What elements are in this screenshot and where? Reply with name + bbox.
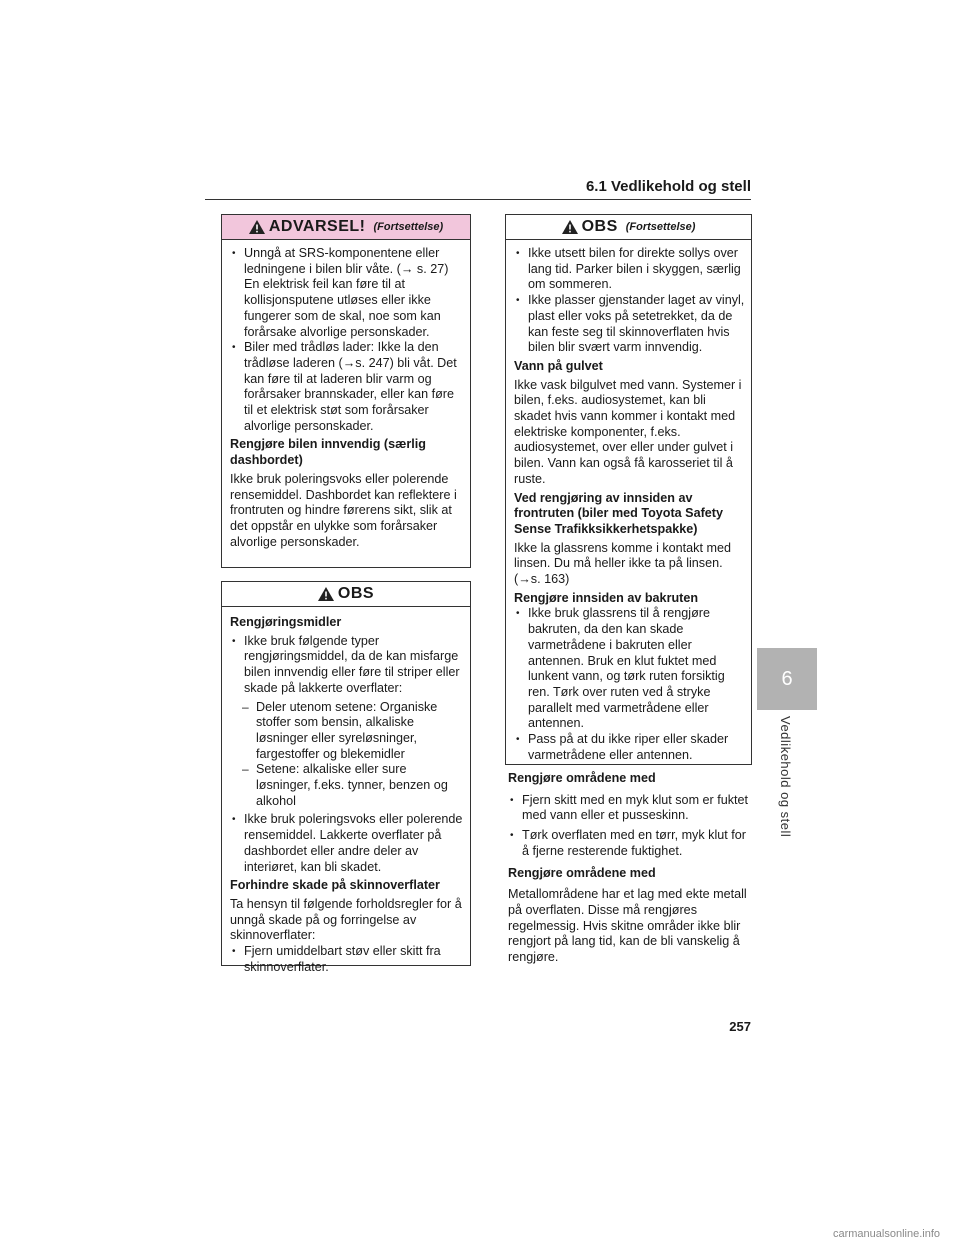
obs-left-heading: Rengjøringsmidler	[230, 615, 342, 629]
warning-triangle-icon	[249, 220, 265, 234]
warning-content	[222, 240, 470, 559]
obs-left-bullet: • Fjern umiddelbart støv eller skitt fra skinnoverflater.	[230, 944, 464, 975]
obs-left-heading: Forhindre skade på skinnoverflater	[230, 878, 440, 893]
warning-paragraph: Ikke bruk poleringsvoks eller polerende rensemiddel. Dashbordet kan reflektere i frontruten og hindre førerens sikt, slik at det oppstår en ulykke som forårsaker alvorlige personskader.	[230, 471, 457, 549]
obs-title: OBS	[337, 585, 375, 602]
obs-right-bullet: • Ikke utsett bilen for direkte sollys over lang tid. Parker bilen i skyggen, særlig om sommeren.	[514, 246, 745, 293]
obs-right-paragraph: Ikke vask bilgulvet med vann. Systemer i bilen, f.eks. audiosystemet, kan bli skadet hvis vann kommer i kontakt med elektriske komponenter, f.eks. audiosystemet, over eller under gulvet i bilen. Vann kan også få karosseriet til å ruste.	[514, 377, 742, 486]
chapter-label: Vedlikehold og stell	[778, 716, 793, 838]
obs-box-right	[505, 214, 752, 765]
obs-right-heading: Vann på gulvet	[514, 358, 603, 373]
obs-left-dash-item: – Deler utenom setene: Organiske stoffer som bensin, alkaliske løsninger eller syreløsninger, fargestoffer og blekemidler	[230, 700, 464, 763]
warning-bullet: • Unngå at SRS-komponentene eller ledningene i bilen blir våte. (→ s. 27) En elektrisk feil kan føre til at kollisjonsputene utløses eller ikke fungerer som de skal, noe som kan forårsake alvorlige personskader.	[230, 246, 464, 340]
warning-bullet: • Biler med trådløs lader: Ikke la den trådløse laderen (→s. 247) bli våt. Det kan føre til at laderen blir varm og forårsaker brannskader, eller kan føre til et elektrisk støt som forårsaker alvorlige personskader.	[230, 340, 464, 434]
obs-box-right-header	[506, 215, 751, 240]
obs-right-bullet: • Ikke bruk glassrens til å rengjøre bakruten, da den kan skade varmetrådene i bakruten eller antennen. Bruk en klut fuktet med lunkent vann, og tørk ruten forsiktig ren. Tørk over ruten ved å stryke parallelt med varmetrådene eller antennen.	[514, 606, 745, 732]
obs-right-paragraph: Ikke la glassrens komme i kontakt med linsen. Du må heller ikke ta på linsen. (→s. 163)	[514, 540, 731, 587]
obs-right-heading: Ved rengjøring av innsiden av frontruten (biler med Toyota Safety Sense Trafikksikkerhetspakke)	[514, 490, 723, 536]
warning-box	[221, 214, 471, 568]
right-body	[508, 771, 750, 972]
obs-right-content	[506, 240, 751, 773]
body-paragraph: Metallområdene har et lag med ekte metall på overflaten. Disse må rengjøres regelmessig. Hvis skitne områder ikke blir rengjort på lang tid, kan de bli vanskelig å rengjøre.	[508, 887, 747, 965]
obs-box-left-header	[222, 582, 470, 607]
warning-triangle-icon	[318, 587, 334, 601]
header-rule	[205, 199, 751, 200]
chapter-tab[interactable]	[757, 648, 817, 710]
obs-box-left	[221, 581, 471, 974]
warning-heading: Rengjøre bilen innvendig (særlig dashbordet)	[230, 437, 426, 468]
obs-left-content	[222, 607, 470, 984]
obs-left-paragraph: Ta hensyn til følgende forholdsregler for å unngå skade på og forringelse av skinnoverflater:	[230, 896, 462, 943]
obs-left-dash-item: – Setene: alkaliske eller sure løsninger, f.eks. tynner, benzen og alkohol	[230, 762, 464, 809]
chapter-number: 6	[781, 667, 793, 690]
obs-right-bullet: • Pass på at du ikke riper eller skader varmetrådene eller antennen.	[514, 732, 745, 763]
section-header: 6.1 Vedlikehold og stell	[585, 178, 751, 195]
footer-watermark: carmanualsonline.info	[832, 1228, 940, 1240]
warning-box-header	[222, 215, 470, 240]
obs-continued: (Fortsettelse)	[625, 221, 696, 233]
obs-left-bullet: • Ikke bruk følgende typer rengjøringsmiddel, da de kan misfarge bilen innvendig eller føre til striper eller skade på lakkerte overflater:	[230, 634, 464, 697]
obs-right-heading: Rengjøre innsiden av bakruten	[514, 590, 699, 605]
obs-left-bullet: • Ikke bruk poleringsvoks eller polerende rensemiddel. Lakkerte overflater på dashbordet eller andre deler av interiøret, kan bli skadet.	[230, 812, 464, 875]
body-heading: Rengjøre områdene med	[508, 865, 656, 880]
body-heading: Rengjøre områdene med	[508, 771, 656, 785]
obs-right-bullet: • Ikke plasser gjenstander laget av vinyl, plast eller voks på setetrekket, da de kan feste seg til skinnoverflaten hvis bilen blir svært varm innvendig.	[514, 293, 745, 356]
warning-title: ADVARSEL!	[268, 218, 366, 235]
body-bullet: • Fjern skitt med en myk klut som er fuktet med vann eller et pusseskinn.	[508, 793, 750, 824]
warning-triangle-icon	[562, 220, 578, 234]
page-number: 257	[729, 1019, 751, 1034]
warning-continued: (Fortsettelse)	[373, 221, 444, 233]
body-bullet: • Tørk overflaten med en tørr, myk klut for å fjerne resterende fuktighet.	[508, 828, 750, 859]
obs-title: OBS	[581, 218, 618, 235]
